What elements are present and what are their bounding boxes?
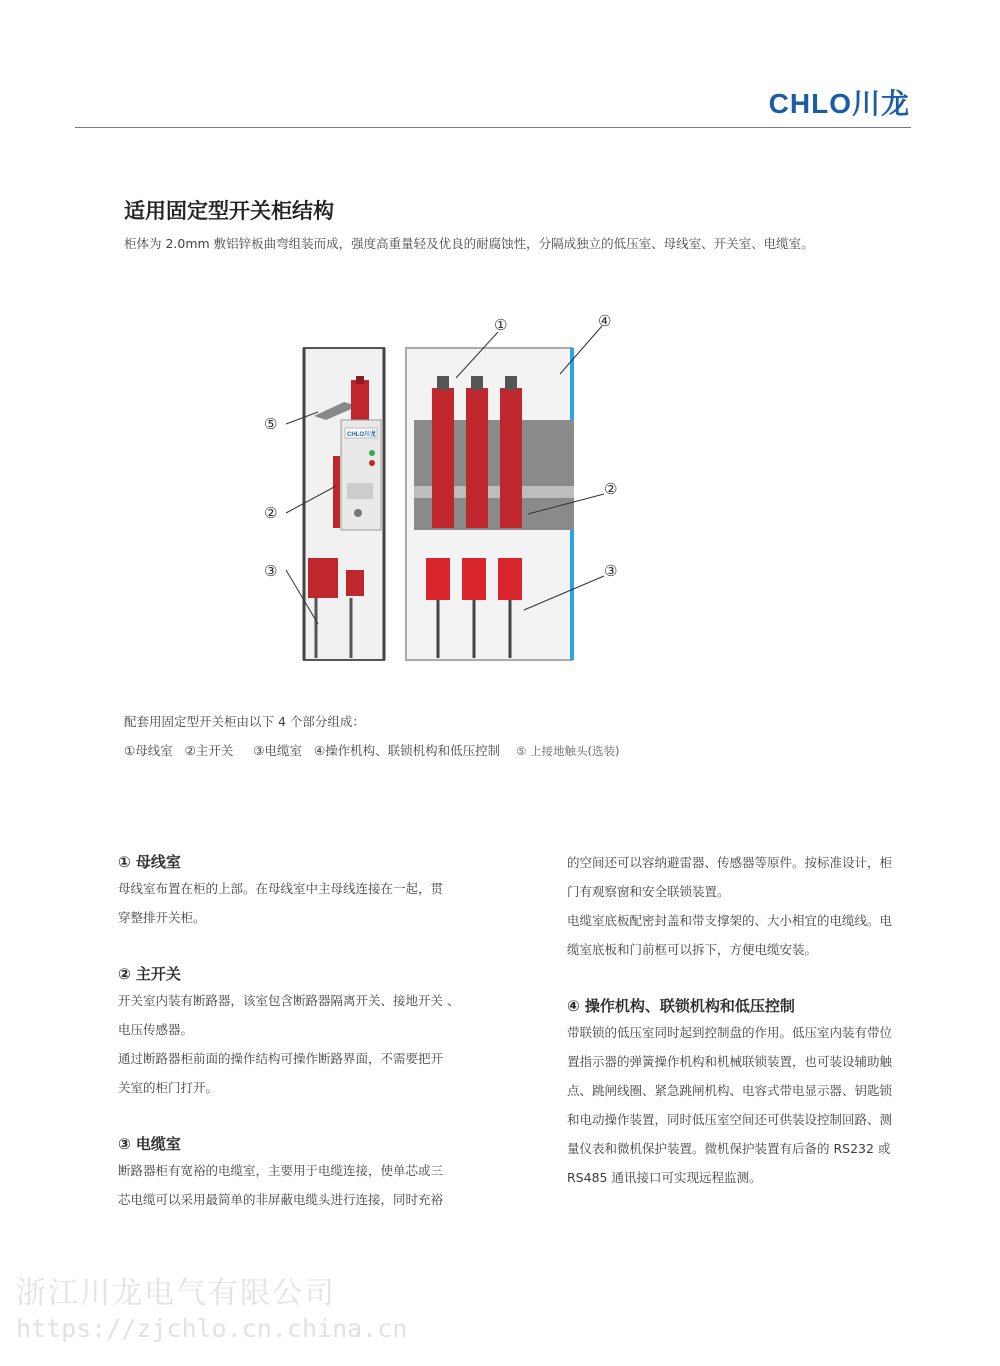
callout-label: ④ [598,312,612,330]
section-line: 缆室底板和门前框可以拆下，方便电缆安装。 [567,942,818,957]
content-column-left [118,850,478,1214]
section-line: 开关室内装有断路器，该室包含断路器隔离开关、接地开关 、 [118,993,460,1008]
section-line: 关室的柜门打开。 [118,1080,219,1095]
callout-label: ② [264,504,278,522]
section-cable-room-continued [567,848,917,964]
section-line: RS485 通讯接口可实现远程监测。 [567,1170,762,1185]
section-title: ② 主开关 [118,965,181,983]
section-line: 置指示器的弹簧操作机构和机械联锁装置，也可装设辅助触 [567,1054,893,1069]
page-title: 适用固定型开关柜结构 [124,199,334,223]
parts-list [124,741,619,759]
section-operating-mechanism [567,994,917,1192]
part-item: ①母线室 [124,743,173,758]
callout-label: ③ [604,562,618,580]
section-main-switch [118,962,478,1102]
section-line: 的空间还可以容纳避雷器、传感器等原件。按标准设计，柜 [567,855,893,870]
section-line: 芯电缆可以采用最简单的非屏蔽电缆头进行连接，同时充裕 [118,1192,444,1207]
side-view-cabinet [304,348,384,660]
part-item: ⑤ 上接地触头(选装) [516,744,620,758]
part-item: ③电缆室 [253,743,302,758]
brand-logo: CHLO川龙 [768,88,910,119]
section-line: 门有观察窗和安全联锁装置。 [567,884,730,899]
callout-label: ③ [264,562,278,580]
section-title: ① 母线室 [118,853,181,871]
section-line: 断路器柜有宽裕的电缆室，主要用于电缆连接，使单芯或三 [118,1163,444,1178]
header-divider [75,127,911,128]
section-title: ③ 电缆室 [118,1135,181,1153]
section-line: 母线室布置在柜的上部。在母线室中主母线连接在一起，贯 [118,881,444,896]
switchgear-illustration [264,308,636,668]
panel-logo: CHLO川龙 [347,432,376,438]
content-column-right [567,848,917,1192]
callout-label: ② [604,480,618,498]
callout-label: ⑤ [264,415,278,433]
section-line: 带联锁的低压室同时起到控制盘的作用。低压室内装有带位 [567,1025,893,1040]
section-line: 电缆室底板配密封盖和带支撑架的、大小相宜的电缆线。电 [567,913,893,928]
section-line: 量仪表和微机保护装置。微机保护装置有后备的 RS232 或 [567,1141,891,1156]
section-title: ④ 操作机构、联锁机构和低压控制 [567,997,795,1015]
page-subtitle: 柜体为 2.0mm 敷铝锌板曲弯组装而成，强度高重量轻及优良的耐腐蚀性，分隔成独立的低压室、母线室、开关室、电缆室。 [124,236,814,251]
front-view-cabinet [406,348,574,660]
section-line: 点、跳闸线圈、紧急跳闸机构、电容式带电显示器、钥匙锁 [567,1083,893,1098]
callout-label: ① [494,316,508,334]
section-cable-room [118,1132,478,1214]
section-line: 穿整排开关柜。 [118,910,206,925]
section-line: 和电动操作装置，同时低压室空间还可供装设控制回路、测 [567,1112,893,1127]
parts-intro: 配套用固定型开关柜由以下 4 个部分组成： [124,714,365,729]
section-line: 电压传感器。 [118,1022,194,1037]
part-item: ④操作机构、联锁机构和低压控制 [313,743,501,758]
section-line: 通过断路器柜前面的操作结构可操作断路界面，不需要把开 [118,1051,444,1066]
watermark-url: https://zjchlo.cn.china.cn [16,1314,408,1343]
section-busbar-room [118,850,478,932]
part-item: ②主开关 [184,743,234,758]
watermark-company: 浙江川龙电气有限公司 [16,1276,336,1311]
